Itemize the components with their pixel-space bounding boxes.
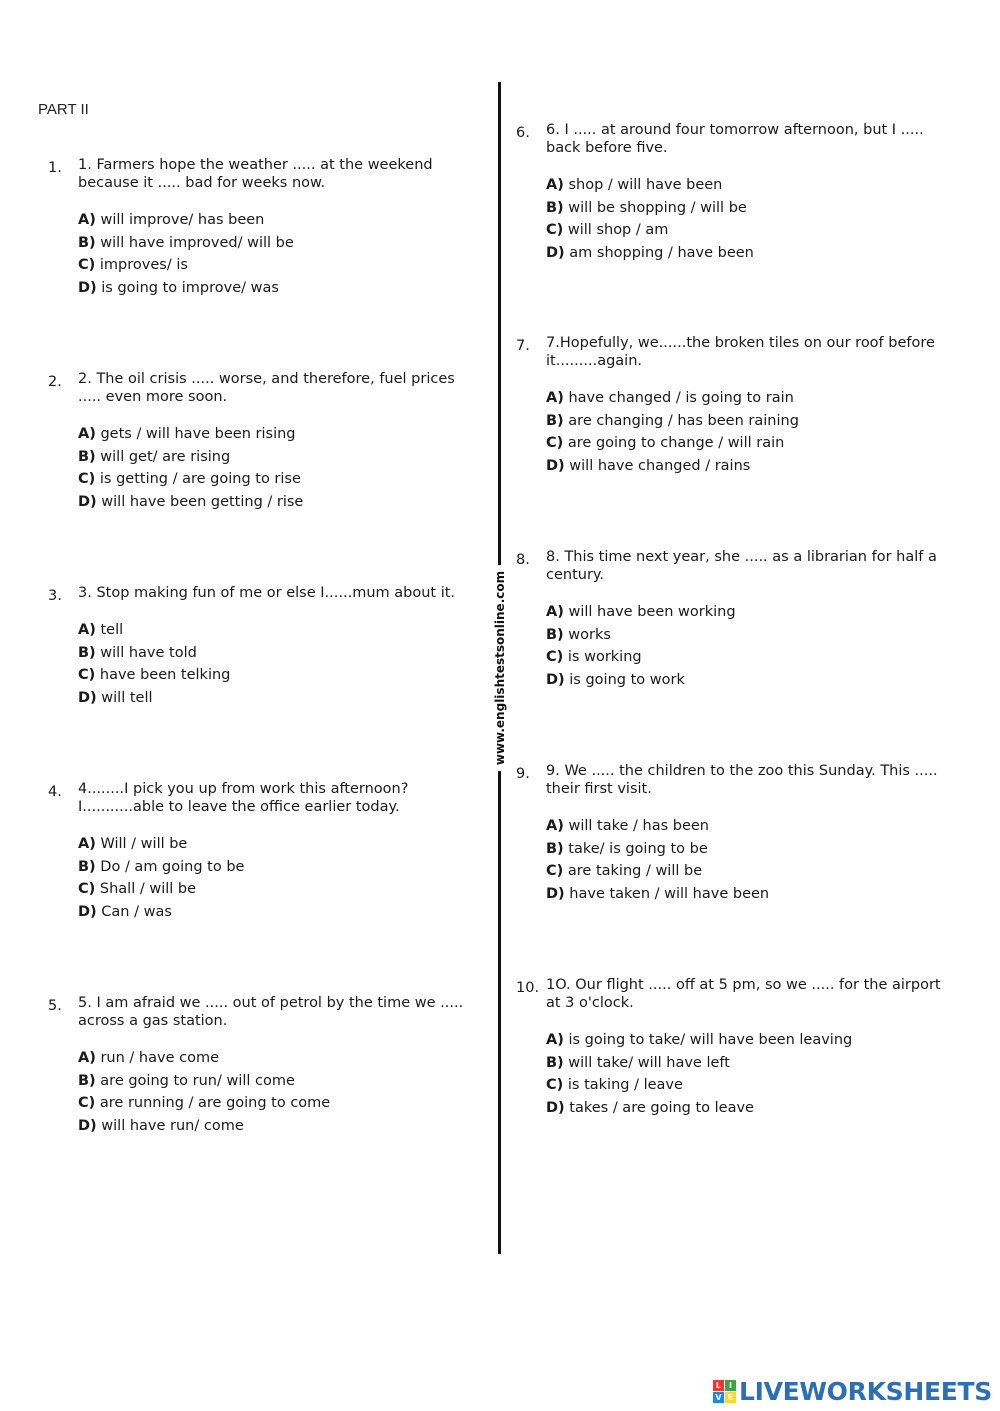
question-10 xyxy=(516,976,958,1120)
option-letter: D) xyxy=(78,494,97,511)
answer-option[interactable] xyxy=(78,619,480,642)
option-text: Do / am going to be xyxy=(100,858,245,875)
question-text: 4........I pick you up from work this afternoon? I...........able to leave the office earlier today. xyxy=(78,781,409,815)
option-text: will have been working xyxy=(568,604,736,620)
question-number: 1. xyxy=(48,160,62,176)
option-text: is getting / are going to rise xyxy=(99,471,301,488)
option-text: is going to improve/ was xyxy=(101,280,279,297)
answer-options xyxy=(546,387,958,478)
question-5 xyxy=(48,994,480,1138)
answer-option[interactable] xyxy=(546,455,958,478)
option-letter: D) xyxy=(78,280,97,297)
option-text: have taken / will have been xyxy=(569,886,770,903)
option-text: will have been getting / rise xyxy=(101,494,304,511)
vertical-url: www.englishtestsonline.com xyxy=(493,565,507,771)
option-letter: D) xyxy=(546,458,565,475)
answer-option[interactable] xyxy=(78,833,480,856)
question-number: 6. xyxy=(516,125,530,141)
option-text: will shop / am xyxy=(567,222,669,239)
option-letter: C) xyxy=(78,667,96,684)
option-text: is going to work xyxy=(569,672,685,689)
question-number: 3. xyxy=(48,588,62,604)
answer-option[interactable] xyxy=(78,1092,480,1115)
option-text: improves/ is xyxy=(99,257,188,274)
question-number: 8. xyxy=(516,552,530,568)
option-text: Will / will be xyxy=(100,836,188,852)
option-letter: C) xyxy=(546,1077,564,1094)
option-letter: B) xyxy=(546,626,564,643)
answer-option[interactable] xyxy=(78,901,480,924)
option-letter: C) xyxy=(78,471,96,488)
answer-options xyxy=(78,833,480,924)
question-number: 4. xyxy=(48,784,62,800)
option-letter: A) xyxy=(546,818,564,834)
answer-option[interactable] xyxy=(546,883,958,906)
question-text: 7.Hopefully, we......the broken tiles on our roof before it.........again. xyxy=(546,335,935,369)
answer-option[interactable] xyxy=(546,1029,958,1052)
answer-option[interactable] xyxy=(78,664,480,687)
option-text: will be shopping / will be xyxy=(568,199,747,216)
answer-option[interactable] xyxy=(546,242,958,265)
logo-mark-icon xyxy=(713,1380,736,1403)
question-6 xyxy=(516,121,958,265)
option-text: Can / was xyxy=(101,904,172,921)
option-letter: C) xyxy=(78,1095,96,1112)
answer-options xyxy=(78,619,480,710)
option-text: have changed / is going to rain xyxy=(568,390,794,406)
question-text: 5. I am afraid we ..... out of petrol by the time we ..... across a gas station. xyxy=(78,995,464,1029)
answer-option[interactable] xyxy=(78,491,480,514)
option-letter: A) xyxy=(546,390,564,406)
question-8 xyxy=(516,548,958,692)
answer-option[interactable] xyxy=(546,601,958,624)
option-letter: B) xyxy=(78,1072,96,1089)
option-letter: D) xyxy=(546,245,565,262)
option-text: works xyxy=(568,626,611,643)
liveworksheets-logo xyxy=(713,1374,992,1408)
option-letter: D) xyxy=(78,904,97,921)
question-number: 10. xyxy=(516,980,540,996)
answer-option[interactable] xyxy=(78,277,480,300)
answer-option[interactable] xyxy=(546,624,958,647)
answer-option[interactable] xyxy=(78,446,480,469)
option-letter: B) xyxy=(546,199,564,216)
option-text: will have told xyxy=(100,644,197,661)
answer-option[interactable] xyxy=(78,1047,480,1070)
answer-option[interactable] xyxy=(546,860,958,883)
option-letter: A) xyxy=(78,622,96,638)
option-text: take/ is going to be xyxy=(568,840,708,857)
option-text: will take/ will have left xyxy=(568,1054,730,1071)
option-letter: C) xyxy=(546,222,564,239)
logo-mark-letter: E xyxy=(725,1392,736,1403)
option-letter: D) xyxy=(546,886,565,903)
option-letter: B) xyxy=(78,448,96,465)
answer-options xyxy=(546,601,958,692)
option-text: gets / will have been rising xyxy=(100,426,296,442)
option-text: shop / will have been xyxy=(568,177,723,193)
answer-option[interactable] xyxy=(78,1070,480,1093)
option-text: will improve/ has been xyxy=(100,212,265,228)
answer-options xyxy=(78,1047,480,1138)
answer-option[interactable] xyxy=(546,174,958,197)
answer-option[interactable] xyxy=(78,209,480,232)
answer-option[interactable] xyxy=(78,687,480,710)
question-7 xyxy=(516,334,958,478)
option-letter: A) xyxy=(546,604,564,620)
answer-options xyxy=(78,423,480,514)
option-letter: A) xyxy=(78,1050,96,1066)
answer-options xyxy=(546,815,958,906)
answer-option[interactable] xyxy=(546,1074,958,1097)
option-text: will get/ are rising xyxy=(100,448,231,465)
option-letter: B) xyxy=(78,858,96,875)
option-text: takes / are going to leave xyxy=(569,1100,754,1117)
option-text: have been telking xyxy=(99,667,231,684)
option-text: will take / has been xyxy=(568,818,709,834)
logo-mark-letter: L xyxy=(713,1380,724,1391)
option-text: are going to change / will rain xyxy=(567,435,785,452)
option-letter: B) xyxy=(546,412,564,429)
option-text: will have improved/ will be xyxy=(100,234,294,251)
answer-option[interactable] xyxy=(546,669,958,692)
option-letter: D) xyxy=(78,690,97,707)
option-letter: B) xyxy=(546,840,564,857)
option-text: are going to run/ will come xyxy=(100,1072,295,1089)
answer-options xyxy=(78,209,480,300)
answer-option[interactable] xyxy=(546,838,958,861)
question-text: 1O. Our flight ..... off at 5 pm, so we ..... for the airport at 3 o'clock. xyxy=(546,977,941,1011)
option-letter: C) xyxy=(78,257,96,274)
option-text: is taking / leave xyxy=(567,1077,683,1094)
question-number: 5. xyxy=(48,998,62,1014)
option-text: are running / are going to come xyxy=(99,1095,331,1112)
question-text: 1. Farmers hope the weather ..... at the weekend because it ..... bad for weeks now. xyxy=(78,157,433,191)
answer-option[interactable] xyxy=(78,1115,480,1138)
question-3 xyxy=(48,584,480,710)
option-letter: B) xyxy=(78,234,96,251)
option-text: am shopping / have been xyxy=(569,245,754,262)
option-text: Shall / will be xyxy=(99,881,197,898)
answer-option[interactable] xyxy=(546,1097,958,1120)
option-letter: B) xyxy=(78,644,96,661)
answer-option[interactable] xyxy=(546,410,958,433)
answer-options xyxy=(546,1029,958,1120)
answer-option[interactable] xyxy=(546,387,958,410)
option-letter: A) xyxy=(546,1032,564,1048)
option-text: is going to take/ will have been leaving xyxy=(568,1032,853,1048)
answer-option[interactable] xyxy=(78,232,480,255)
logo-mark-letter: V xyxy=(713,1392,724,1403)
answer-option[interactable] xyxy=(546,1052,958,1075)
question-number: 7. xyxy=(516,338,530,354)
logo-text: LIVEWORKSHEETS xyxy=(738,1376,992,1406)
option-text: run / have come xyxy=(100,1050,219,1066)
option-letter: C) xyxy=(546,649,564,666)
option-letter: A) xyxy=(78,836,96,852)
option-letter: B) xyxy=(546,1054,564,1071)
answer-option[interactable] xyxy=(546,815,958,838)
question-number: 9. xyxy=(516,766,530,782)
answer-option[interactable] xyxy=(546,646,958,669)
option-letter: A) xyxy=(78,212,96,228)
question-text: 6. I ..... at around four tomorrow afternoon, but I ..... back before five. xyxy=(546,122,924,156)
answer-option[interactable] xyxy=(78,468,480,491)
option-letter: C) xyxy=(78,881,96,898)
option-letter: C) xyxy=(546,863,564,880)
question-text: 8. This time next year, she ..... as a librarian for half a century. xyxy=(546,549,937,583)
question-9 xyxy=(516,762,958,906)
answer-option[interactable] xyxy=(78,856,480,879)
answer-option[interactable] xyxy=(546,197,958,220)
option-text: will have run/ come xyxy=(101,1118,244,1135)
answer-option[interactable] xyxy=(78,423,480,446)
option-letter: C) xyxy=(546,435,564,452)
option-letter: D) xyxy=(78,1118,97,1135)
logo-mark-letter: I xyxy=(725,1380,736,1391)
answer-option[interactable] xyxy=(78,254,480,277)
answer-option[interactable] xyxy=(78,642,480,665)
option-letter: D) xyxy=(546,672,565,689)
answer-options xyxy=(546,174,958,265)
part-title: PART II xyxy=(38,101,89,118)
question-2 xyxy=(48,370,480,514)
option-text: are taking / will be xyxy=(567,863,703,880)
option-letter: D) xyxy=(546,1100,565,1117)
option-text: will tell xyxy=(101,690,153,707)
answer-option[interactable] xyxy=(546,432,958,455)
option-text: is working xyxy=(567,649,642,666)
option-text: tell xyxy=(100,622,124,638)
option-text: are changing / has been raining xyxy=(568,412,799,429)
question-number: 2. xyxy=(48,374,62,390)
question-1 xyxy=(48,156,480,300)
question-text: 2. The oil crisis ..... worse, and therefore, fuel prices ..... even more soon. xyxy=(78,371,455,405)
question-text: 9. We ..... the children to the zoo this Sunday. This ..... their first visit. xyxy=(546,763,938,797)
answer-option[interactable] xyxy=(546,219,958,242)
option-letter: A) xyxy=(546,177,564,193)
question-4 xyxy=(48,780,480,924)
option-text: will have changed / rains xyxy=(569,458,751,475)
option-letter: A) xyxy=(78,426,96,442)
answer-option[interactable] xyxy=(78,878,480,901)
question-text: 3. Stop making fun of me or else I......mum about it. xyxy=(78,585,456,601)
